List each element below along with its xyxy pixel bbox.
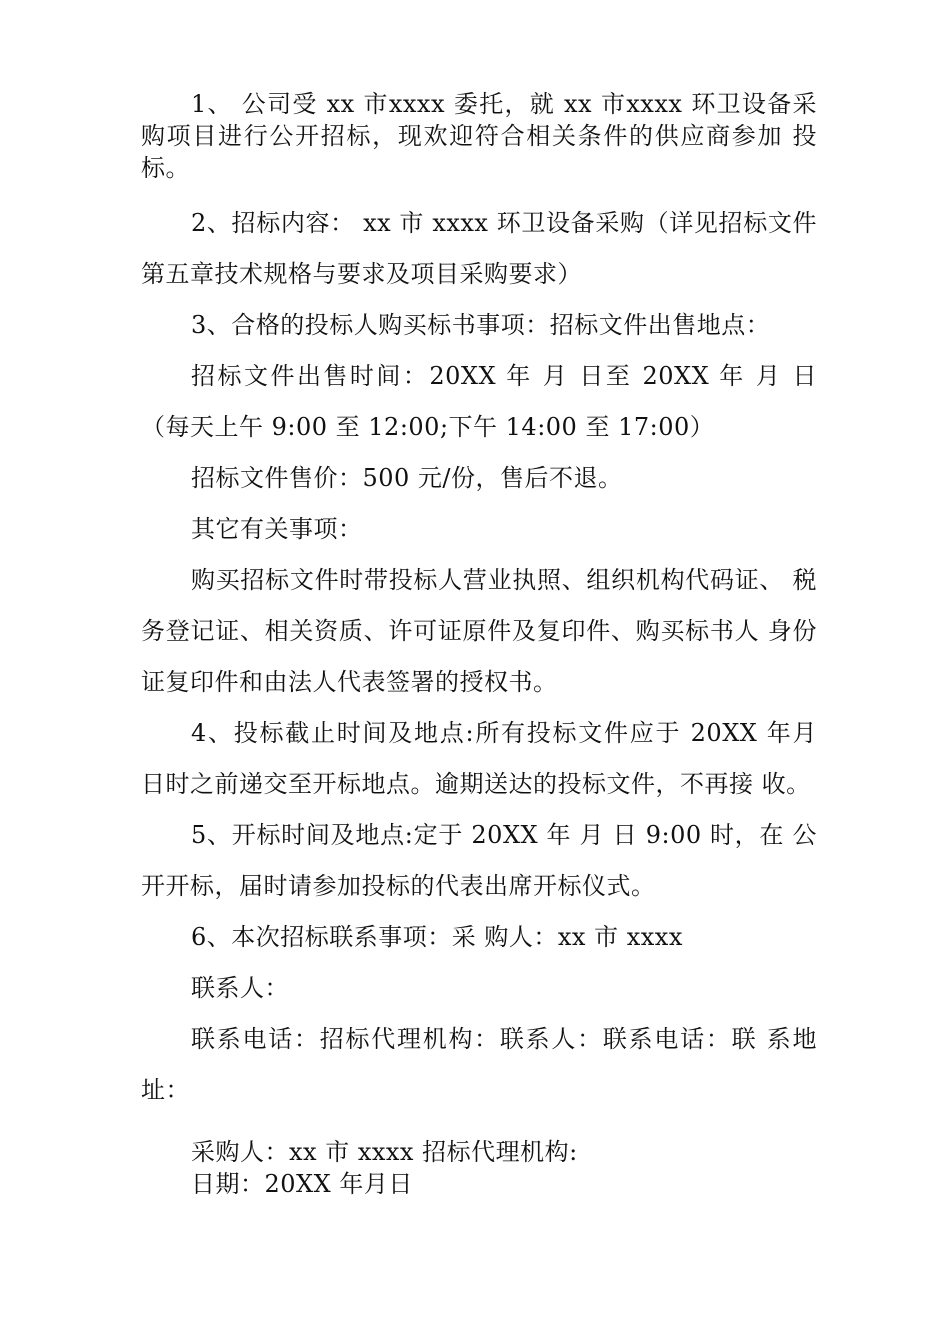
paragraph-bid-opening: 5、开标时间及地点:定于 20XX 年 月 日 9:00 时，在 公开开标，届时请参加投标的代表出席开标仪式。 [141, 821, 817, 900]
paragraph-entrustment: 1、 公司受 xx 市xxxx 委托，就 xx 市xxxx 环卫设备采购项目进行公开招标，现欢迎符合相关条件的供应商参加 投标。 [141, 90, 817, 182]
paragraph-sale-price: 招标文件售价：500 元/份，售后不退。 [191, 464, 623, 492]
paragraph-contact-person: 联系人： [191, 974, 289, 1002]
paragraph-contact-matters: 6、本次招标联系事项：采 购人：xx 市 xxxx [191, 923, 683, 951]
paragraph-other-matters: 其它有关事项： [191, 515, 363, 543]
paragraph-bid-deadline: 4、投标截止时间及地点:所有投标文件应于 20XX 年月 日时之前递交至开标地点。逾期送达的投标文件，不再接 收。 [141, 719, 817, 798]
signature-purchaser-line: 采购人：xx 市 xxxx 招标代理机构: [191, 1138, 578, 1166]
paragraph-tender-content: 2、招标内容： xx 市 xxxx 环卫设备采购（详见招标文件 第五章技术规格与要求及项目采购要求） [141, 209, 817, 288]
paragraph-required-documents: 购买招标文件时带投标人营业执照、组织机构代码证、 税务登记证、相关资质、许可证原件及复印件、购买标书人 身份证复印件和由法人代表签署的授权书。 [141, 566, 817, 696]
signature-block [141, 1136, 817, 1200]
paragraph-contact-phone-address: 联系电话：招标代理机构：联系人：联系电话：联 系地址： [141, 1025, 817, 1104]
paragraph-purchase-matters: 3、合格的投标人购买标书事项：招标文件出售地点： [191, 311, 771, 339]
signature-date-line: 日期：20XX 年月日 [191, 1170, 413, 1198]
paragraph-sale-time: 招标文件出售时间：20XX 年 月 日至 20XX 年 月 日（每天上午 9:00 至 12:00;下午 14:00 至 17:00） [141, 362, 817, 441]
document-page [141, 88, 817, 1200]
